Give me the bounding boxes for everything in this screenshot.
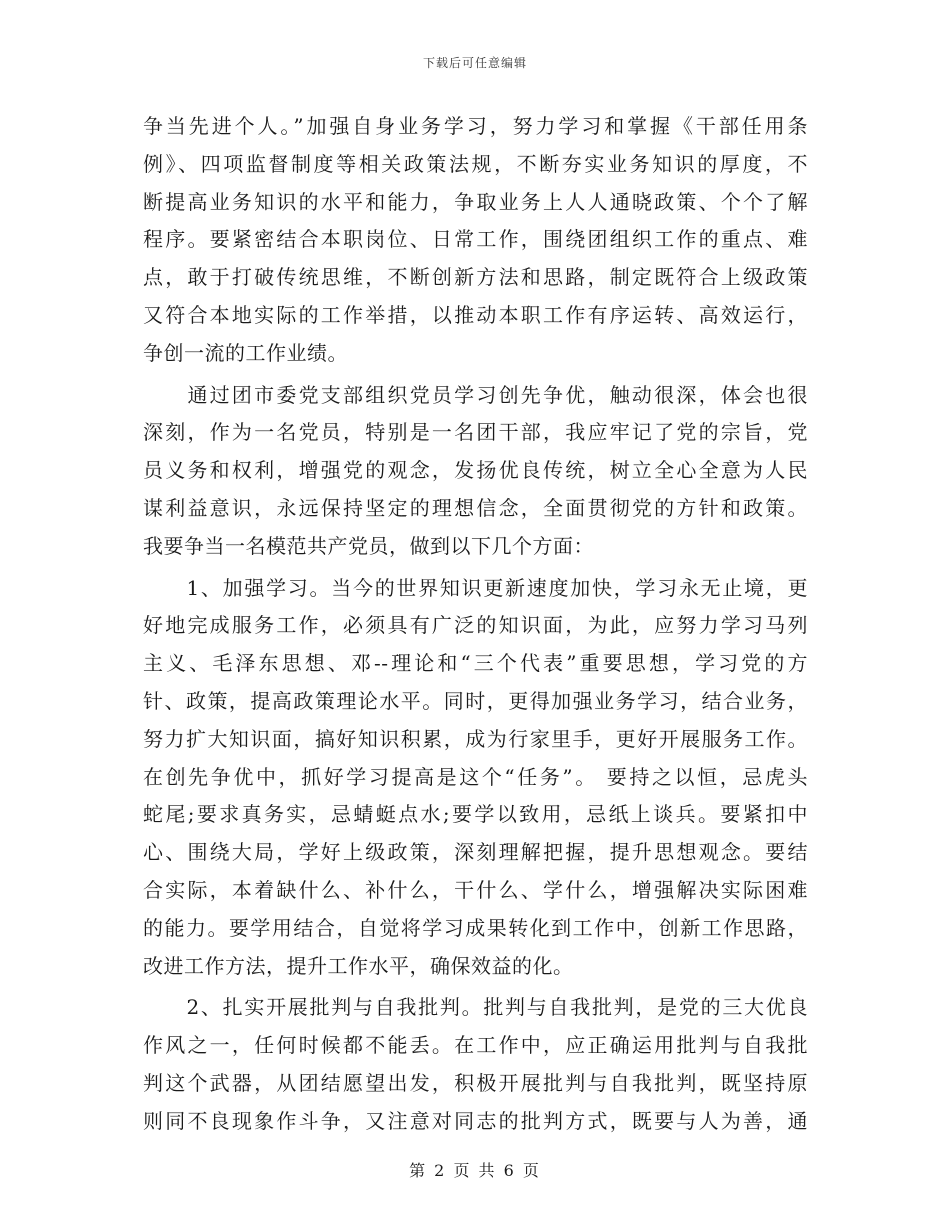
text-line: 断提高业务知识的水平和能力，争取业务上人人通晓政策、个个了解 — [143, 189, 808, 214]
text-line: 点，敢于打破传统思维，不断创新方法和思路，制定既符合上级政策 — [143, 265, 808, 290]
text-line: 在创先争优中，抓好学习提高是这个“任务”。 要持之以恒，忌虎头 — [143, 764, 808, 789]
text-line: 2、扎实开展批判与自我批判。批判与自我批判，是党的三大优良 — [143, 995, 808, 1020]
document-body — [143, 108, 808, 1141]
paragraph — [143, 989, 808, 1140]
text-line: 深刻，作为一名党员，特别是一名团干部，我应牢记了党的宗旨，党 — [143, 420, 808, 445]
text-line: 努力扩大知识面，搞好知识积累，成为行家里手，更好开展服务工作。 — [143, 726, 808, 751]
text-line: 争当先进个人。”加强自身业务学习，努力学习和掌握《干部任用条 — [143, 114, 808, 138]
page-header-note: 下载后可任意编辑 — [422, 56, 527, 70]
text-line: 心、围绕大局，学好上级政策，深刻理解把握，提升思想观念。要结 — [143, 840, 808, 865]
text-line: 合实际，本着缺什么、补什么，干什么、学什么，增强解决实际困难 — [143, 877, 808, 902]
text-line: 改进工作方法，提升工作水平，确保效益的化。 — [143, 953, 574, 978]
paragraph — [143, 108, 808, 373]
text-line: 蛇尾;要求真务实，忌蜻蜓点水;要学以致用，忌纸上谈兵。要紧扣中 — [143, 802, 808, 827]
text-line: 主义、毛泽东思想、邓--理论和“三个代表”重要思想，学习党的方 — [143, 651, 808, 676]
page-number-footer: 第 2 页 共 6 页 — [409, 1161, 541, 1180]
text-line: 好地完成服务工作，必须具有广泛的知识面，为此，应努力学习马列 — [143, 613, 808, 638]
text-line: 通过团市委党支部组织党员学习创先争优，触动很深，体会也很 — [143, 382, 808, 407]
text-line: 1、加强学习。当今的世界知识更新速度加快，学习永无止境，更 — [143, 575, 808, 600]
text-line: 则同不良现象作斗争，又注意对同志的批判方式，既要与人为善，通 — [143, 1108, 808, 1133]
paragraph — [143, 377, 808, 566]
text-line: 谋利益意识，永远保持坚定的理想信念，全面贯彻党的方针和政策。 — [143, 495, 808, 520]
text-line: 作风之一，任何时候都不能丢。在工作中，应正确运用批判与自我批 — [143, 1033, 808, 1058]
text-line: 例》、四项监督制度等相关政策法规，不断夯实业务知识的厚度，不 — [143, 151, 808, 176]
text-line: 我要争当一名模范共产党员，做到以下几个方面： — [143, 533, 594, 558]
text-line: 又符合本地实际的工作举措，以推动本职工作有序运转、高效运行， — [143, 302, 808, 327]
text-line: 争创一流的工作业绩。 — [143, 340, 348, 365]
text-line: 判这个武器，从团结愿望出发，积极开展批判与自我批判，既坚持原 — [143, 1070, 808, 1095]
text-line: 程序。要紧密结合本职岗位、日常工作，围绕团组织工作的重点、难 — [143, 227, 808, 252]
paragraph — [143, 570, 808, 986]
text-line: 针、政策，提高政策理论水平。同时，更得加强业务学习，结合业务， — [143, 688, 808, 713]
text-line: 的能力。要学用结合，自觉将学习成果转化到工作中，创新工作思路， — [143, 915, 808, 940]
text-line: 员义务和权利，增强党的观念，发扬优良传统，树立全心全意为人民 — [143, 458, 808, 483]
